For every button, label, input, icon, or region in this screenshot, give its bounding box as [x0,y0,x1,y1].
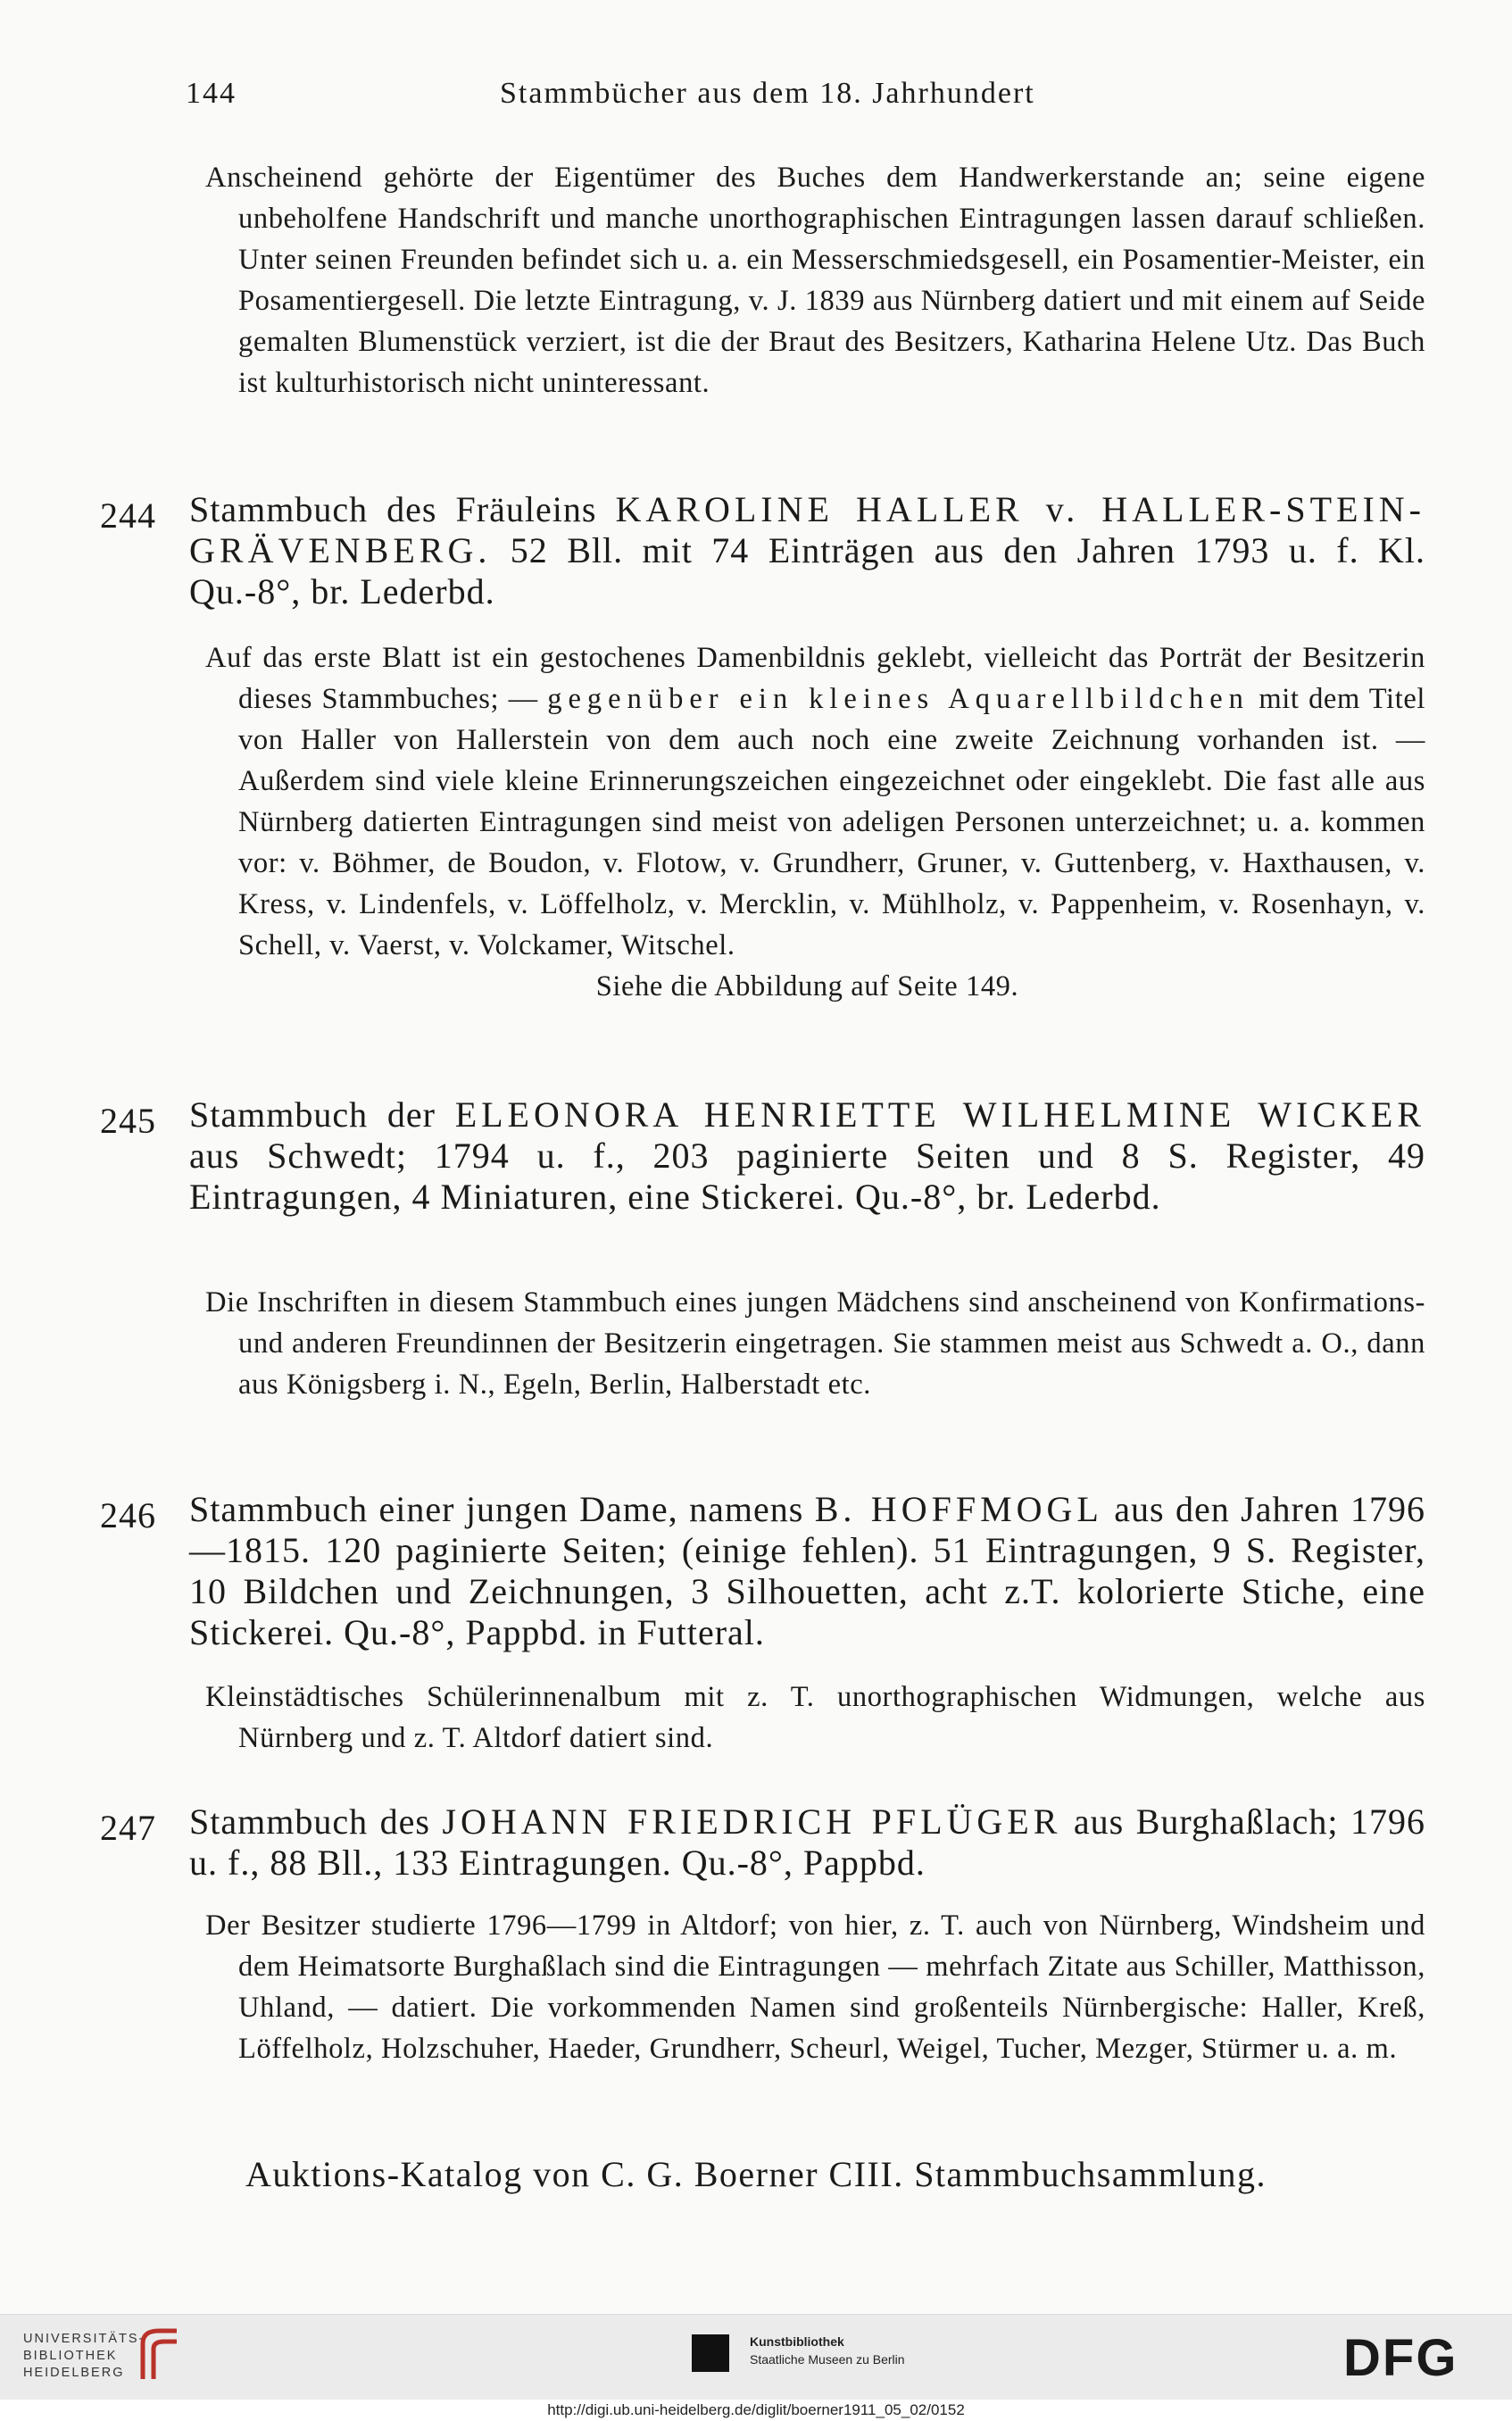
entry-title [189,1489,1425,1653]
entry-title [189,1094,1425,1218]
page-number: 144 [186,77,237,110]
entry-245 [100,1094,1425,1218]
kb-title: Kunstbibliothek [750,2334,844,2349]
entry-244-description [189,637,1425,1007]
digitization-bar [0,2314,1512,2400]
university-line-2: BIBLIOTHEK [23,2349,118,2363]
dfg-logo[interactable]: DFG [1343,2329,1458,2387]
running-title: Stammbücher aus dem 18. Jahrhundert [500,77,1035,110]
title-prefix: Stammbuch einer jungen Dame, namens [189,1489,815,1529]
title-prefix: Stammbuch des [189,1801,443,1842]
intro-paragraph-block [189,157,1425,404]
title-details: 52 Bll. mit 74 Einträgen aus den Jahren 1793 u. f. Kl. Qu.-8°, br. Lederbd. [189,530,1425,611]
entry-number: 247 [100,1808,156,1848]
entry-247 [100,1801,1425,1884]
kunstbibliothek-logo-icon[interactable] [692,2334,729,2372]
entry-title [189,489,1425,612]
entry-245-description [189,1282,1425,1405]
description-paragraph: Kleinstädtisches Schülerinnenalbum mit z. T. unorthographischen Widmungen, welche aus Nürnberg und z. T. Altdorf datiert sind. [205,1681,1425,1754]
illustration-note: Siehe die Abbildung auf Seite 149. [595,970,1019,1003]
description-emphasis: gegenüber ein kleines Aquarellbildchen [547,683,1250,715]
owner-name: JOHANN FRIEDRICH PFLÜGER [442,1801,1062,1842]
description-paragraph: Der Besitzer studierte 1796—1799 in Altdorf; von hier, z. T. auch von Nürnberg, Windsheim und dem Heimatsorte Burghaßlach sind die Eintragungen — mehrfach Zitate aus Schiller, Matthisson, Uhland, — datiert. Die vorkommenden Namen sind großenteils Nürnbergische: Haller, Kreß, Löffelholz, Holzschuher, Haeder, Grundherr, Scheurl, Weigel, Tucher, Mezger, Stürmer u. a. m. [205,1909,1425,2065]
entry-number: 245 [100,1101,156,1141]
entry-number: 244 [100,495,156,536]
owner-name: ELEONORA HENRIETTE WILHELMINE WICKER [454,1094,1425,1135]
entry-title [189,1801,1425,1884]
owner-name: B. HOFFMOGL [814,1489,1103,1529]
university-library-label[interactable] [23,2331,145,2382]
owner-name: KAROLINE HALLER v. HALLER-STEIN-GRÄVENBERG. [189,489,1425,570]
title-prefix: Stammbuch der [189,1094,455,1135]
title-details: aus Schwedt; 1794 u. f., 203 paginierte Seiten und 8 S. Register, 49 Eintragungen, 4 Miniaturen, eine Stickerei. Qu.-8°, br. Lederbd. [189,1136,1425,1217]
title-prefix: Stammbuch des Fräuleins [189,489,616,529]
kb-subtitle: Staatliche Museen zu Berlin [750,2352,905,2367]
catalog-footer: Auktions-Katalog von C. G. Boerner CIII. Stammbuchsammlung. [245,2154,1267,2194]
entry-246 [100,1489,1425,1653]
description-paragraph: Die Inschriften in diesem Stammbuch eines jungen Mädchens sind anscheinend von Konfirmations- und anderen Freundinnen der Besitzerin eingetragen. Sie stammen meist aus Schwedt a. O., dann aus Königsberg i. N., Egeln, Berlin, Halberstadt etc. [205,1286,1425,1401]
title-details: aus den Jahren 1796—1815. 120 paginierte Seiten; (einige fehlen). 51 Eintragungen, 9 S. Register, 10 Bildchen und Zeichnungen, 3 Silhouetten, acht z.T. kolorierte Stiche, eine Stickerei. Qu.-8°, Pappbd. in Futteral. [189,1489,1425,1652]
permalink-url[interactable]: http://digi.ub.uni-heidelberg.de/diglit/boerner1911_05_02/0152 [0,2400,1512,2421]
title-details: aus Burghaßlach; 1796 u. f., 88 Bll., 133 Eintragungen. Qu.-8°, Pappbd. [189,1801,1426,1883]
university-line-3: HEIDELBERG [23,2366,125,2380]
description-part-a: Auf das erste Blatt ist ein gestochenes Damenbildnis geklebt, vielleicht das Porträt der Besitzerin dieses Stammbuches; — [205,642,1425,715]
entry-246-description [189,1676,1425,1759]
entry-number: 246 [100,1495,156,1535]
entry-244 [100,489,1425,612]
heidelberg-logo-icon[interactable] [136,2325,182,2384]
university-line-1: UNIVERSITÄTS- [23,2332,145,2346]
intro-paragraph: Anscheinend gehörte der Eigentümer des Buches dem Handwerkerstande an; seine eigene unbeholfene Handschrift und manche unorthographischen Eintragungen lassen darauf schließen. Unter seinen Freunden befindet sich u. a. ein Messerschmiedsgesell, ein Posamentier-Meister, ein Posamentiergesell. Die letzte Eintragung, v. J. 1839 aus Nürnberg datiert und mit einem auf Seide gemalten Blumenstück verziert, ist die der Braut des Besitzers, Katharina Helene Utz. Das Buch ist kulturhistorisch nicht uninteressant. [205,162,1425,399]
entry-247-description [189,1905,1425,2069]
kunstbibliothek-label[interactable] [750,2333,905,2368]
description-part-b: mit dem Titel von Haller von Hallerstein von dem auch noch eine zweite Zeichnung vorhanden ist. — Außerdem sind viele kleine Erinnerungszeichen eingezeichnet oder eingeklebt. Die fast alle aus Nürnberg datierten Eintragungen sind meist von adeligen Personen unterzeichnet; u. a. kommen vor: v. Böhmer, de Boudon, v. Flotow, v. Grundherr, Gruner, v. Guttenberg, v. Haxthausen, v. Kress, v. Lindenfels, v. Löffelholz, v. Mercklin, v. Mühlholz, v. Pappenheim, v. Rosenhayn, v. Schell, v. Vaerst, v. Volckamer, Witschel. [238,683,1425,961]
running-header [0,71,1512,125]
description-paragraph [189,637,1425,966]
